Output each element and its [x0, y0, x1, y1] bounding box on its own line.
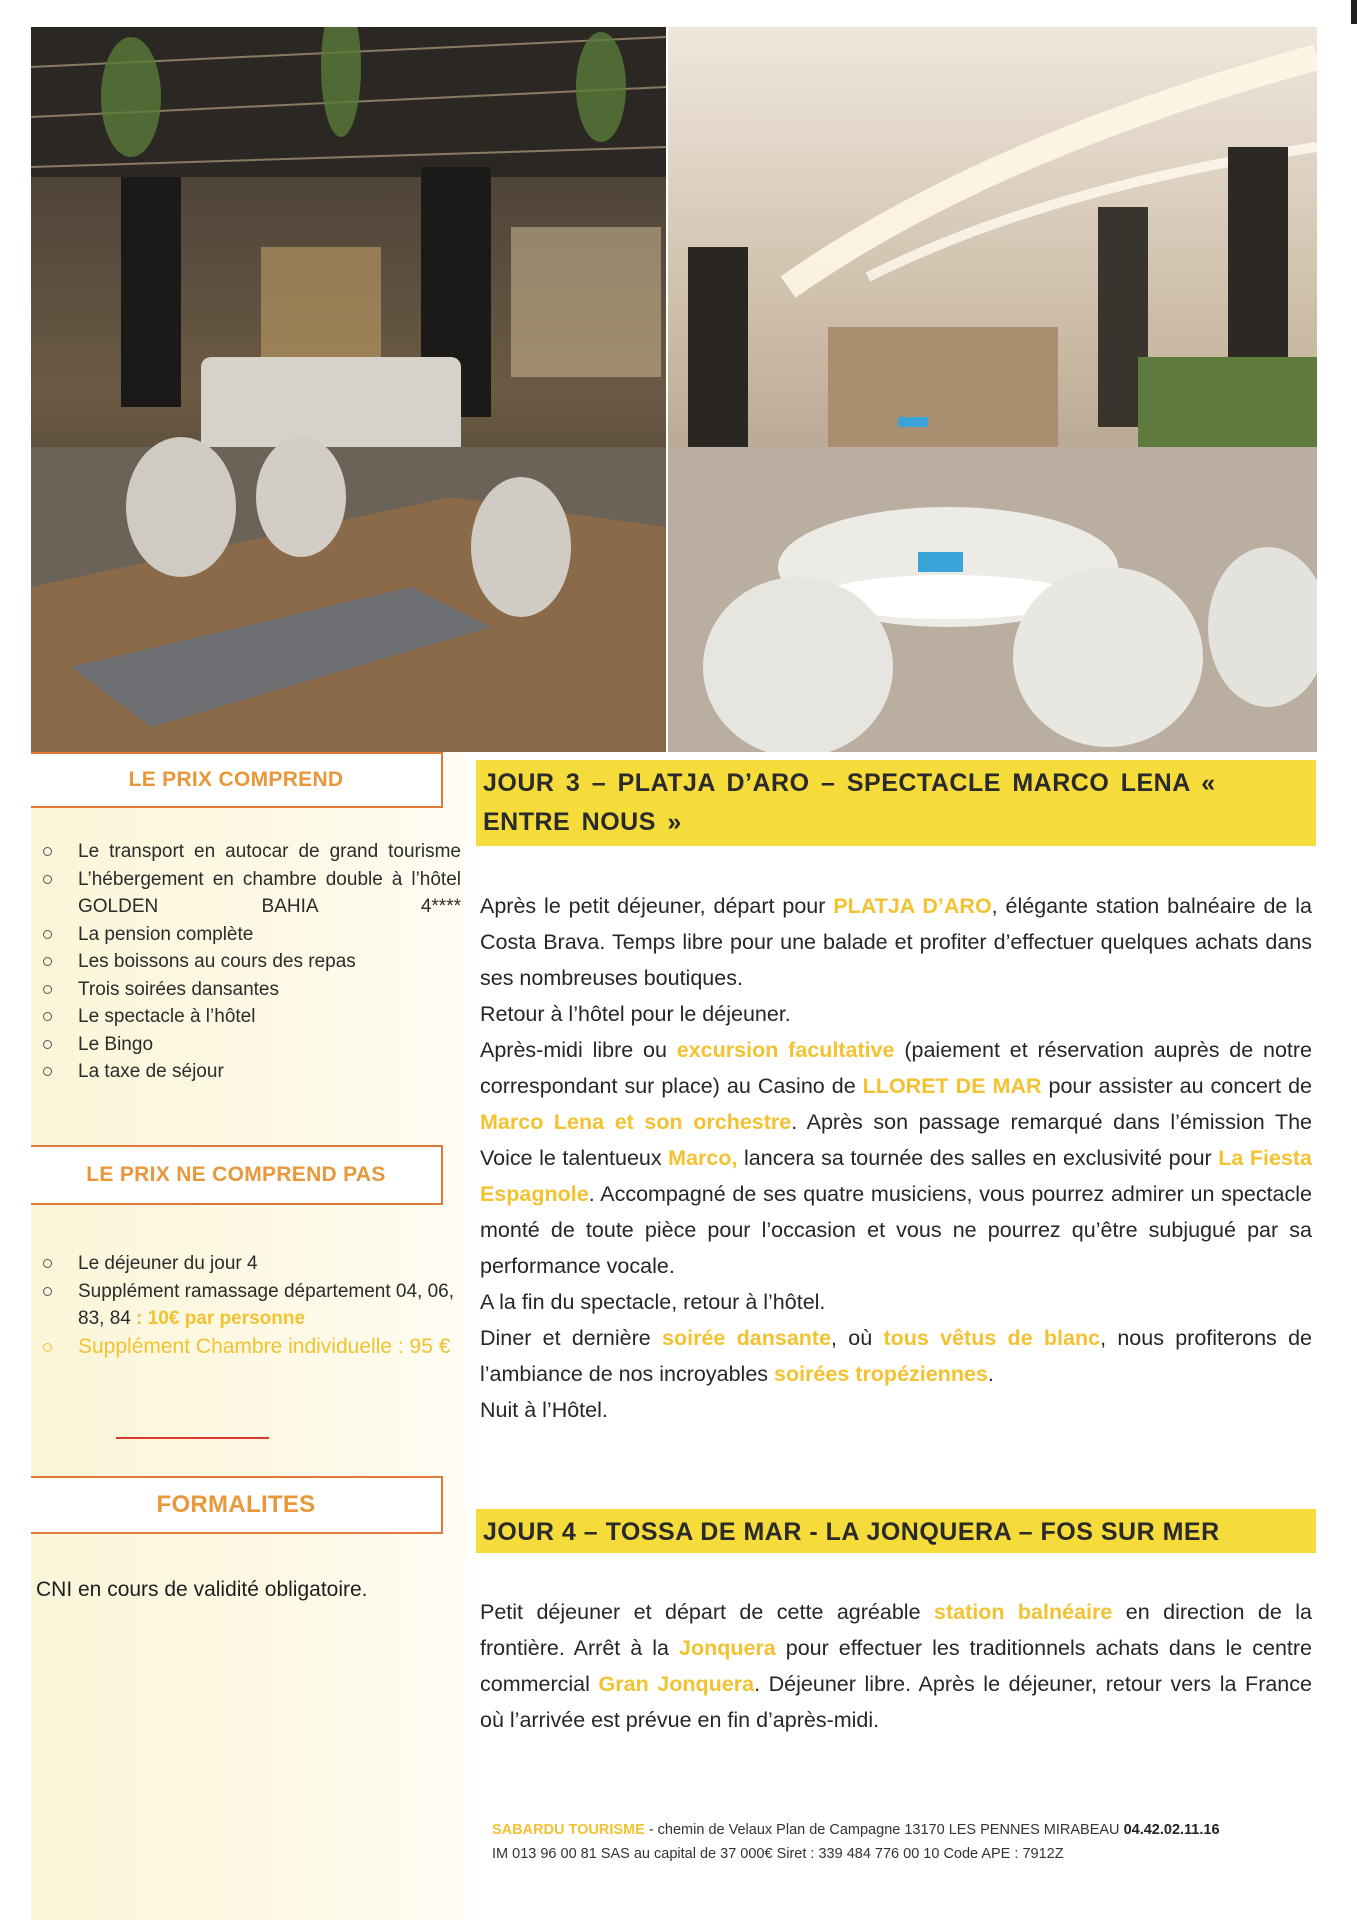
paragraph: A la fin du spectacle, retour à l’hôtel. — [480, 1290, 826, 1314]
prix-ne-comprend-title: LE PRIX NE COMPREND PAS — [86, 1163, 386, 1186]
paragraph: Diner et dernière soirée dansante, où tous vêtus de blanc, nous profiterons de l’ambiance de nos incroyables soirées tropéziennes. — [480, 1326, 1312, 1386]
restaurant-photo-left — [31, 27, 666, 752]
footer — [492, 1818, 1220, 1866]
paragraph: Après-midi libre ou excursion facultative (paiement et réservation auprès de notre correspondant sur place) au Casino de LLORET DE MAR pour assister au concert de Marco Lena et son orchestre. Après son passage remarqué dans l’émission The Voice le talentueux Marco, lancera sa tournée des salles en exclusivité pour La Fiesta Espagnole. Accompagné de ses quatre musiciens, vous pourrez admirer un spectacle monté de toute pièce pour l’occasion et vous ne pourrez qu’être subjugué par sa performance vocale. — [480, 1038, 1313, 1278]
divider-line — [116, 1437, 269, 1439]
formalites-header — [31, 1476, 443, 1534]
lounge-photo-right — [668, 27, 1317, 752]
prix-ne-comprend-header — [31, 1145, 443, 1205]
prix-ne-comprend-list — [41, 1250, 461, 1361]
circle-bullet-icon — [43, 1040, 52, 1049]
circle-bullet-icon — [43, 930, 52, 939]
day4-title: JOUR 4 – TOSSA DE MAR - LA JONQUERA – FOS SUR MER — [476, 1509, 1316, 1553]
circle-bullet-icon — [43, 985, 52, 994]
list-item: Le Bingo — [41, 1031, 461, 1059]
list-item: Les boissons au cours des repas — [41, 948, 461, 976]
circle-bullet-icon — [43, 1343, 52, 1352]
circle-bullet-icon — [43, 1012, 52, 1021]
list-item: Le transport en autocar de grand tourisme — [41, 838, 461, 866]
prix-comprend-list — [41, 838, 461, 1086]
circle-bullet-icon — [43, 847, 52, 856]
formalites-title: FORMALITES — [156, 1491, 316, 1518]
prix-comprend-title: LE PRIX COMPREND — [128, 768, 344, 791]
list-item: Trois soirées dansantes — [41, 976, 461, 1004]
list-item: La pension complète — [41, 921, 461, 949]
phone-number: 04.42.02.11.16 — [1123, 1822, 1220, 1838]
day4-description — [480, 1594, 1312, 1738]
day3-description — [480, 888, 1312, 1428]
scan-edge-mark — [1351, 0, 1357, 24]
list-item: Supplément Chambre individuelle : 95 € — [41, 1333, 461, 1361]
formalites-text: CNI en cours de validité obligatoire. — [36, 1578, 368, 1601]
circle-bullet-icon — [43, 1259, 52, 1268]
list-item: Supplément ramassage département 04, 06, 83, 84 : 10€ par personne — [41, 1278, 461, 1333]
circle-bullet-icon — [43, 1067, 52, 1076]
paragraph: Retour à l’hôtel pour le déjeuner. — [480, 1002, 791, 1026]
list-item: Le déjeuner du jour 4 — [41, 1250, 461, 1278]
prix-comprend-header — [31, 752, 443, 808]
circle-bullet-icon — [43, 875, 52, 884]
footer-line-2: IM 013 96 00 81 SAS au capital de 37 000€ Siret : 339 484 776 00 10 Code APE : 7912Z — [492, 1846, 1064, 1862]
list-item: La taxe de séjour — [41, 1058, 461, 1086]
paragraph: Après le petit déjeuner, départ pour PLATJA D’ARO, élégante station balnéaire de la Costa Brava. Temps libre pour une balade et profiter d’effectuer quelques achats dans ses nombreuses boutiques. — [480, 894, 1312, 990]
brand-name: SABARDU TOURISME — [492, 1822, 645, 1838]
left-sidebar — [31, 752, 468, 1920]
paragraph: Nuit à l’Hôtel. — [480, 1398, 608, 1422]
footer-line-1: SABARDU TOURISME - chemin de Velaux Plan de Campagne 13170 LES PENNES MIRABEAU 04.42.02.11.16 — [492, 1822, 1220, 1838]
list-item: Le spectacle à l’hôtel — [41, 1003, 461, 1031]
circle-bullet-icon — [43, 1287, 52, 1296]
paragraph: Petit déjeuner et départ de cette agréable station balnéaire en direction de la frontière. Arrêt à la Jonquera pour effectuer les traditionnels achats dans le centre commercial Gran Jonquera. Déjeuner libre. Après le déjeuner, retour vers la France où l’arrivée est prévue en fin d’après-midi. — [480, 1600, 1312, 1732]
list-item: L’hébergement en chambre double à l’hôtel GOLDEN BAHIA 4**** — [41, 866, 461, 921]
circle-bullet-icon — [43, 957, 52, 966]
day3-title: JOUR 3 – PLATJA D’ARO – SPECTACLE MARCO LENA « ENTRE NOUS » — [476, 760, 1316, 846]
